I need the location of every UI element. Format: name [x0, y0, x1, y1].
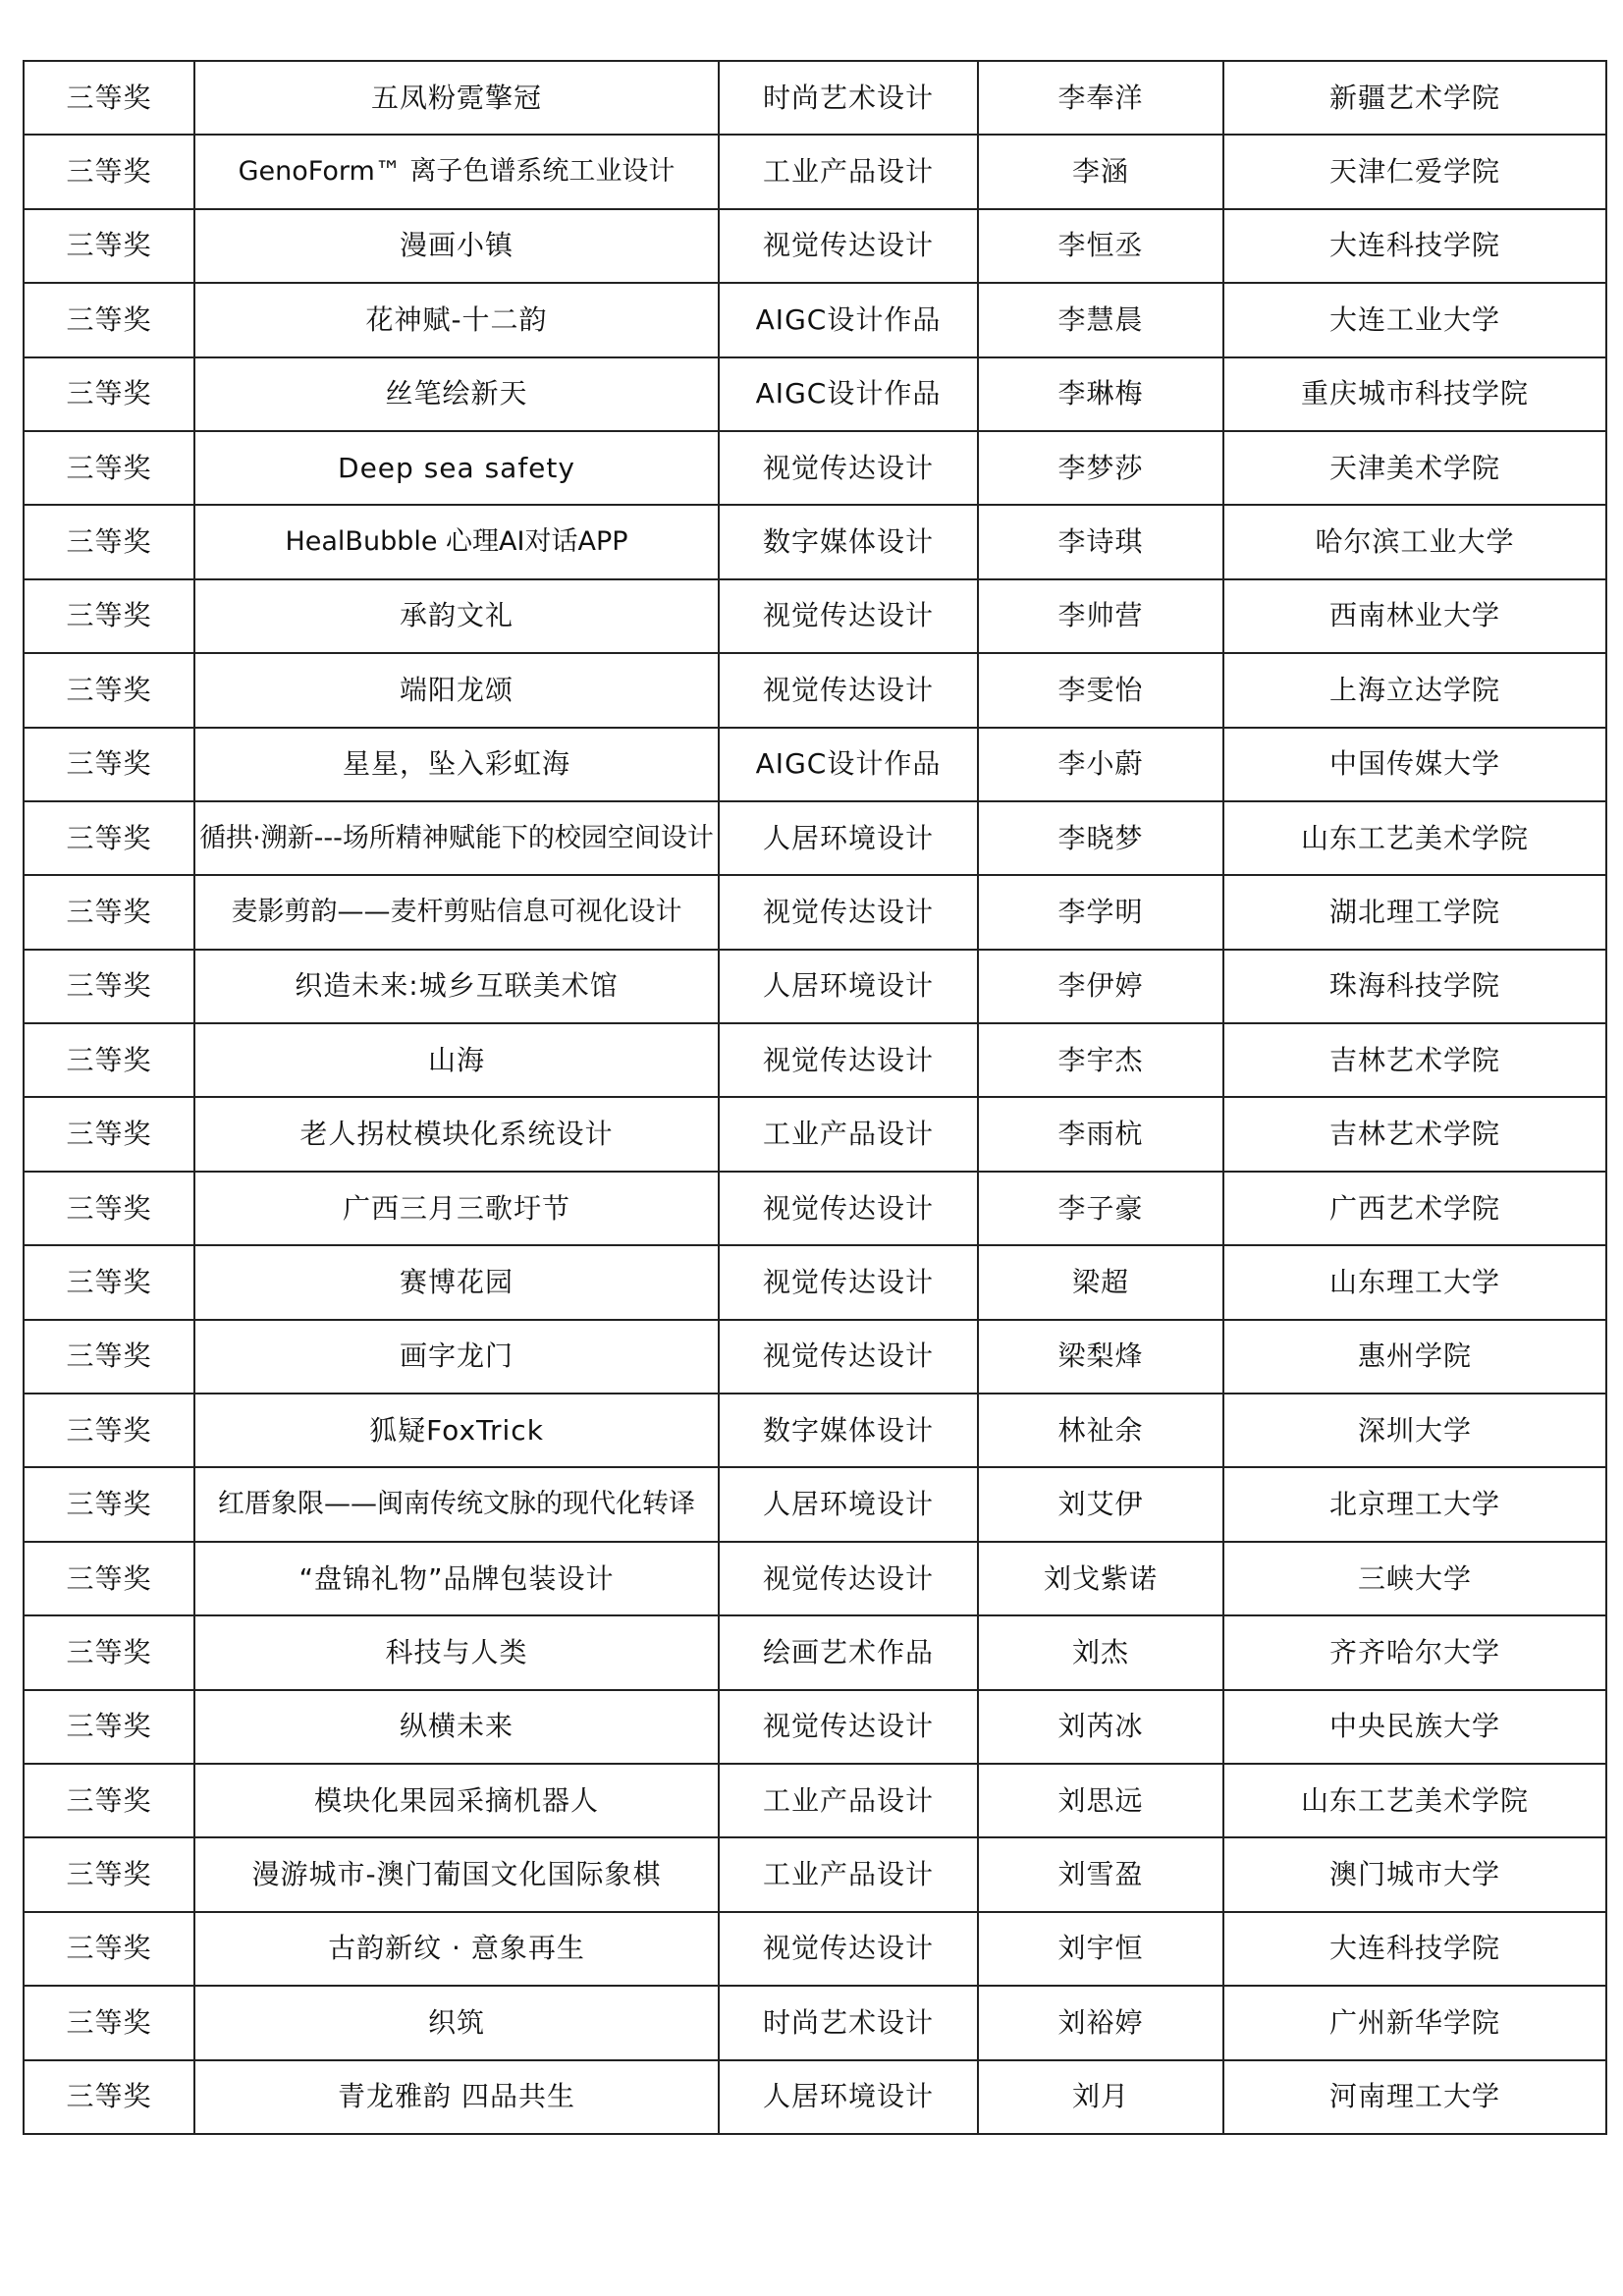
school-cell: 山东理工大学 [1223, 1245, 1606, 1319]
work-title-cell: 端阳龙颂 [194, 653, 719, 727]
award-level-cell: 三等奖 [24, 1837, 194, 1911]
table-row [24, 875, 1606, 949]
category-cell: 人居环境设计 [719, 1467, 978, 1541]
school-cell: 大连科技学院 [1223, 1912, 1606, 1986]
table-row [24, 135, 1606, 208]
table-row [24, 1690, 1606, 1764]
author-name-cell: 李雯怡 [978, 653, 1223, 727]
award-level-cell: 三等奖 [24, 61, 194, 135]
author-name-cell: 刘月 [978, 2060, 1223, 2134]
author-name-cell: 梁梨烽 [978, 1320, 1223, 1394]
author-name-cell: 刘裕婷 [978, 1986, 1223, 2059]
school-cell: 珠海科技学院 [1223, 950, 1606, 1023]
category-cell: AIGC设计作品 [719, 728, 978, 801]
award-level-cell: 三等奖 [24, 950, 194, 1023]
award-level-cell: 三等奖 [24, 209, 194, 283]
table-row [24, 579, 1606, 653]
award-level-cell: 三等奖 [24, 1615, 194, 1689]
award-level-cell: 三等奖 [24, 357, 194, 431]
school-cell: 深圳大学 [1223, 1394, 1606, 1467]
work-title-cell: 五凤粉霓擎冠 [194, 61, 719, 135]
school-cell: 中国传媒大学 [1223, 728, 1606, 801]
author-name-cell: 李小蔚 [978, 728, 1223, 801]
author-name-cell: 李诗琪 [978, 505, 1223, 578]
award-level-cell: 三等奖 [24, 1023, 194, 1097]
school-cell: 上海立达学院 [1223, 653, 1606, 727]
work-title-cell: “盘锦礼物”品牌包装设计 [194, 1542, 719, 1615]
school-cell: 天津仁爱学院 [1223, 135, 1606, 208]
school-cell: 西南林业大学 [1223, 579, 1606, 653]
author-name-cell: 李伊婷 [978, 950, 1223, 1023]
category-cell: 工业产品设计 [719, 135, 978, 208]
table-row [24, 1097, 1606, 1171]
table-row [24, 2060, 1606, 2134]
work-title-cell: 漫游城市-澳门葡国文化国际象棋 [194, 1837, 719, 1911]
category-cell: 视觉传达设计 [719, 1023, 978, 1097]
table-row [24, 283, 1606, 356]
category-cell: 视觉传达设计 [719, 579, 978, 653]
table-row [24, 1320, 1606, 1394]
author-name-cell: 李慧晨 [978, 283, 1223, 356]
author-name-cell: 刘艾伊 [978, 1467, 1223, 1541]
category-cell: 视觉传达设计 [719, 1172, 978, 1245]
award-level-cell: 三等奖 [24, 431, 194, 505]
author-name-cell: 梁超 [978, 1245, 1223, 1319]
author-name-cell: 李晓梦 [978, 801, 1223, 875]
category-cell: 视觉传达设计 [719, 1690, 978, 1764]
work-title-cell: 织造未来:城乡互联美术馆 [194, 950, 719, 1023]
work-title-cell: 科技与人类 [194, 1615, 719, 1689]
award-level-cell: 三等奖 [24, 1245, 194, 1319]
work-title-cell: 青龙雅韵 四品共生 [194, 2060, 719, 2134]
school-cell: 齐齐哈尔大学 [1223, 1615, 1606, 1689]
work-title-cell: Deep sea safety [194, 431, 719, 505]
award-level-cell: 三等奖 [24, 728, 194, 801]
award-level-cell: 三等奖 [24, 1320, 194, 1394]
category-cell: 数字媒体设计 [719, 505, 978, 578]
category-cell: 视觉传达设计 [719, 653, 978, 727]
table-row [24, 653, 1606, 727]
school-cell: 大连科技学院 [1223, 209, 1606, 283]
author-name-cell: 刘戈紫诺 [978, 1542, 1223, 1615]
author-name-cell: 李学明 [978, 875, 1223, 949]
school-cell: 大连工业大学 [1223, 283, 1606, 356]
school-cell: 中央民族大学 [1223, 1690, 1606, 1764]
school-cell: 广西艺术学院 [1223, 1172, 1606, 1245]
category-cell: 视觉传达设计 [719, 1542, 978, 1615]
award-level-cell: 三等奖 [24, 283, 194, 356]
work-title-cell: 赛博花园 [194, 1245, 719, 1319]
work-title-cell: 漫画小镇 [194, 209, 719, 283]
school-cell: 惠州学院 [1223, 1320, 1606, 1394]
category-cell: 数字媒体设计 [719, 1394, 978, 1467]
award-level-cell: 三等奖 [24, 1097, 194, 1171]
school-cell: 湖北理工学院 [1223, 875, 1606, 949]
category-cell: 工业产品设计 [719, 1764, 978, 1837]
category-cell: 视觉传达设计 [719, 875, 978, 949]
author-name-cell: 刘杰 [978, 1615, 1223, 1689]
author-name-cell: 刘思远 [978, 1764, 1223, 1837]
table-row [24, 801, 1606, 875]
author-name-cell: 刘雪盈 [978, 1837, 1223, 1911]
table-row [24, 1394, 1606, 1467]
author-name-cell: 李恒丞 [978, 209, 1223, 283]
work-title-cell: 画字龙门 [194, 1320, 719, 1394]
category-cell: 绘画艺术作品 [719, 1615, 978, 1689]
work-title-cell: 纵横未来 [194, 1690, 719, 1764]
author-name-cell: 李奉洋 [978, 61, 1223, 135]
work-title-cell: 模块化果园采摘机器人 [194, 1764, 719, 1837]
category-cell: 人居环境设计 [719, 2060, 978, 2134]
table-row [24, 1023, 1606, 1097]
table-row [24, 1837, 1606, 1911]
author-name-cell: 李涵 [978, 135, 1223, 208]
school-cell: 吉林艺术学院 [1223, 1023, 1606, 1097]
author-name-cell: 李梦莎 [978, 431, 1223, 505]
work-title-cell: 花神赋-十二韵 [194, 283, 719, 356]
table-row [24, 1986, 1606, 2059]
award-level-cell: 三等奖 [24, 1394, 194, 1467]
award-level-cell: 三等奖 [24, 1764, 194, 1837]
category-cell: 视觉传达设计 [719, 1320, 978, 1394]
category-cell: 人居环境设计 [719, 801, 978, 875]
table-row [24, 1542, 1606, 1615]
table-row [24, 1467, 1606, 1541]
award-level-cell: 三等奖 [24, 1467, 194, 1541]
author-name-cell: 林祉余 [978, 1394, 1223, 1467]
award-level-cell: 三等奖 [24, 579, 194, 653]
work-title-cell: GenoForm™ 离子色谱系统工业设计 [194, 135, 719, 208]
category-cell: 工业产品设计 [719, 1097, 978, 1171]
work-title-cell: 广西三月三歌圩节 [194, 1172, 719, 1245]
table-row [24, 61, 1606, 135]
table-row [24, 209, 1606, 283]
category-cell: 时尚艺术设计 [719, 1986, 978, 2059]
table-row [24, 1172, 1606, 1245]
table-row [24, 505, 1606, 578]
work-title-cell: 红厝象限——闽南传统文脉的现代化转译 [194, 1467, 719, 1541]
award-level-cell: 三等奖 [24, 653, 194, 727]
author-name-cell: 李宇杰 [978, 1023, 1223, 1097]
category-cell: AIGC设计作品 [719, 357, 978, 431]
work-title-cell: 循拱·溯新---场所精神赋能下的校园空间设计 [194, 801, 719, 875]
school-cell: 北京理工大学 [1223, 1467, 1606, 1541]
work-title-cell: 山海 [194, 1023, 719, 1097]
awards-table [23, 60, 1607, 2135]
school-cell: 重庆城市科技学院 [1223, 357, 1606, 431]
category-cell: 视觉传达设计 [719, 1245, 978, 1319]
school-cell: 哈尔滨工业大学 [1223, 505, 1606, 578]
award-level-cell: 三等奖 [24, 1986, 194, 2059]
award-level-cell: 三等奖 [24, 875, 194, 949]
author-name-cell: 李雨杭 [978, 1097, 1223, 1171]
category-cell: 时尚艺术设计 [719, 61, 978, 135]
table-row [24, 431, 1606, 505]
table-row [24, 1912, 1606, 1986]
category-cell: 工业产品设计 [719, 1837, 978, 1911]
table-row [24, 357, 1606, 431]
table-row [24, 1764, 1606, 1837]
work-title-cell: 丝笔绘新天 [194, 357, 719, 431]
awards-table-body [24, 61, 1606, 2134]
author-name-cell: 李帅营 [978, 579, 1223, 653]
award-level-cell: 三等奖 [24, 1690, 194, 1764]
work-title-cell: 麦影剪韵——麦杆剪贴信息可视化设计 [194, 875, 719, 949]
school-cell: 新疆艺术学院 [1223, 61, 1606, 135]
work-title-cell: 星星，坠入彩虹海 [194, 728, 719, 801]
school-cell: 天津美术学院 [1223, 431, 1606, 505]
award-level-cell: 三等奖 [24, 2060, 194, 2134]
table-row [24, 950, 1606, 1023]
category-cell: 人居环境设计 [719, 950, 978, 1023]
school-cell: 山东工艺美术学院 [1223, 1764, 1606, 1837]
table-row [24, 728, 1606, 801]
school-cell: 山东工艺美术学院 [1223, 801, 1606, 875]
school-cell: 吉林艺术学院 [1223, 1097, 1606, 1171]
category-cell: AIGC设计作品 [719, 283, 978, 356]
work-title-cell: 织筑 [194, 1986, 719, 2059]
award-level-cell: 三等奖 [24, 135, 194, 208]
work-title-cell: 承韵文礼 [194, 579, 719, 653]
award-level-cell: 三等奖 [24, 1912, 194, 1986]
work-title-cell: HealBubble 心理AI对话APP [194, 505, 719, 578]
school-cell: 河南理工大学 [1223, 2060, 1606, 2134]
author-name-cell: 刘芮冰 [978, 1690, 1223, 1764]
work-title-cell: 古韵新纹 · 意象再生 [194, 1912, 719, 1986]
table-row [24, 1615, 1606, 1689]
school-cell: 三峡大学 [1223, 1542, 1606, 1615]
category-cell: 视觉传达设计 [719, 1912, 978, 1986]
work-title-cell: 狐疑FoxTrick [194, 1394, 719, 1467]
category-cell: 视觉传达设计 [719, 209, 978, 283]
award-level-cell: 三等奖 [24, 801, 194, 875]
award-level-cell: 三等奖 [24, 1172, 194, 1245]
author-name-cell: 李子豪 [978, 1172, 1223, 1245]
award-level-cell: 三等奖 [24, 505, 194, 578]
author-name-cell: 刘宇恒 [978, 1912, 1223, 1986]
author-name-cell: 李琳梅 [978, 357, 1223, 431]
table-row [24, 1245, 1606, 1319]
award-level-cell: 三等奖 [24, 1542, 194, 1615]
work-title-cell: 老人拐杖模块化系统设计 [194, 1097, 719, 1171]
school-cell: 广州新华学院 [1223, 1986, 1606, 2059]
school-cell: 澳门城市大学 [1223, 1837, 1606, 1911]
category-cell: 视觉传达设计 [719, 431, 978, 505]
